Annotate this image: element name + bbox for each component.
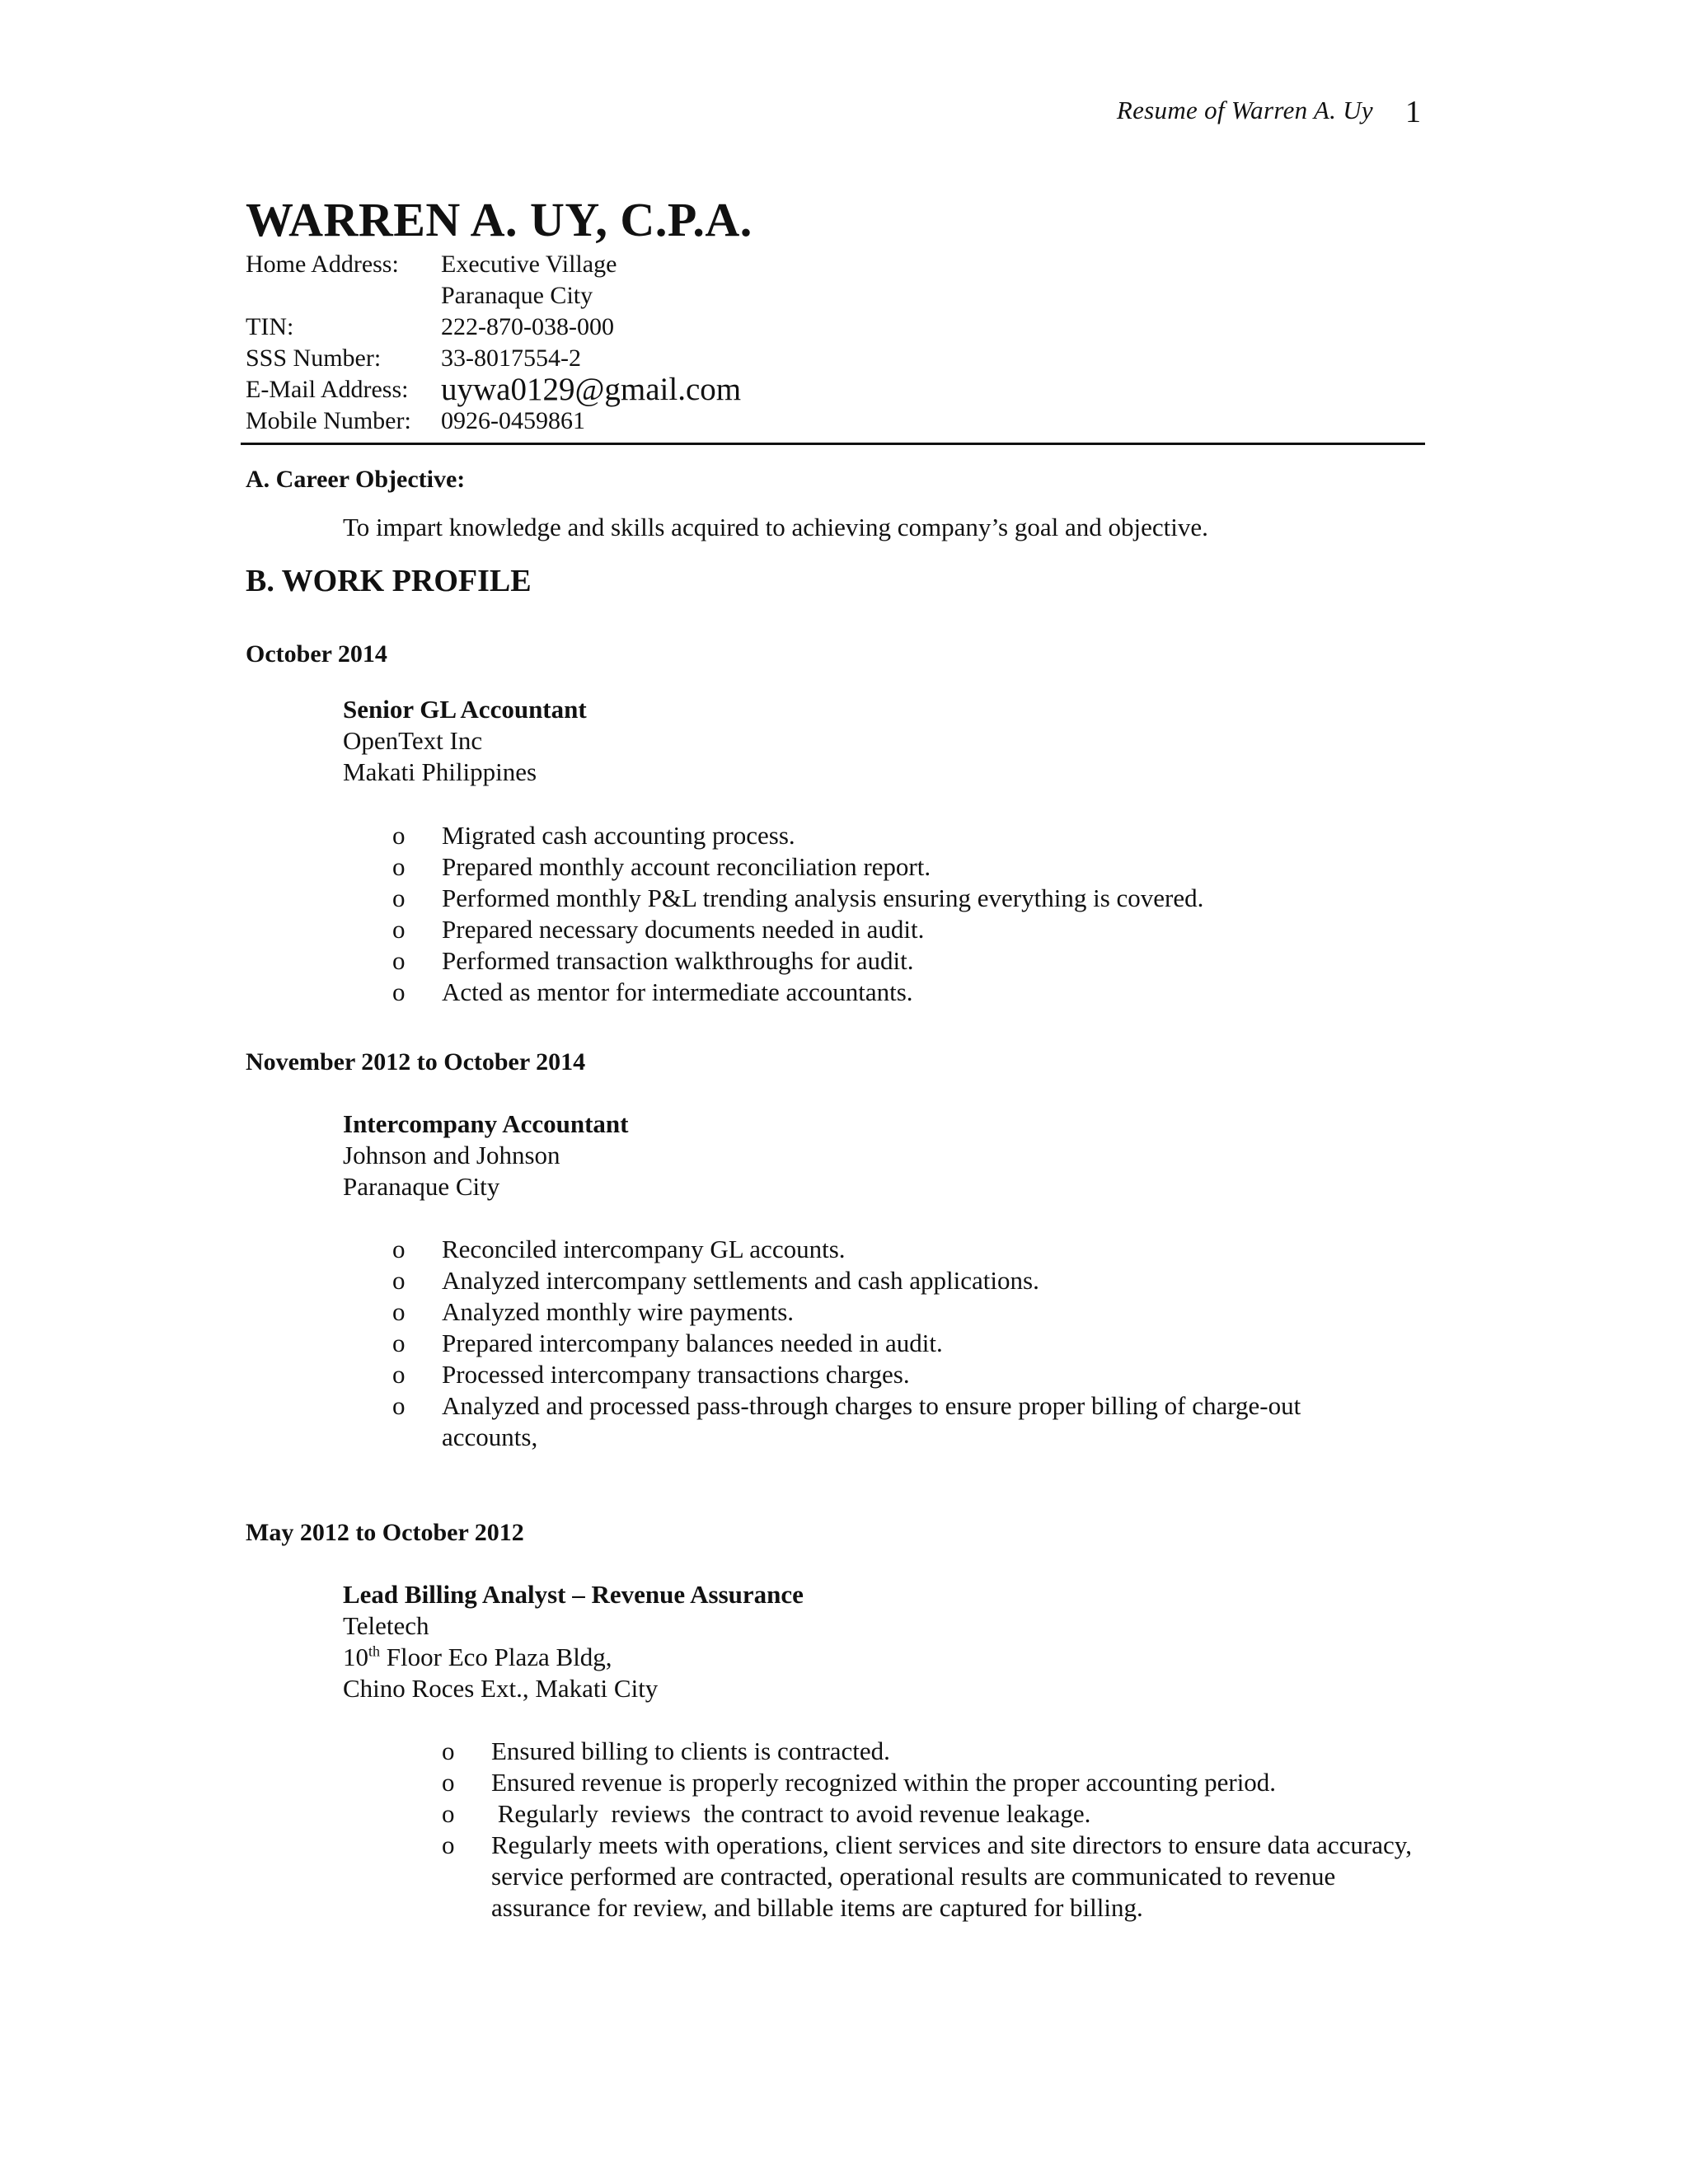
job-title: Lead Billing Analyst – Revenue Assurance xyxy=(343,1580,804,1609)
bullet-marker: o xyxy=(392,946,406,975)
job-date: November 2012 to October 2014 xyxy=(246,1048,586,1076)
job-location: Paranaque City xyxy=(343,1172,500,1201)
contact-row xyxy=(246,249,741,280)
list-item-text: Processed intercompany transactions charges. xyxy=(442,1360,910,1389)
header-divider xyxy=(241,443,1425,445)
list-item xyxy=(442,1798,1431,1830)
bullet-marker: o xyxy=(392,915,406,944)
list-item-text: Ensured billing to clients is contracted. xyxy=(491,1736,890,1765)
job-location: Makati Philippines xyxy=(343,757,537,786)
email-value: uywa0129@gmail.com xyxy=(441,372,742,407)
bullet-marker: o xyxy=(392,1266,406,1295)
job-title: Senior GL Accountant xyxy=(343,695,587,724)
bullet-marker: o xyxy=(442,1768,455,1797)
bullet-marker: o xyxy=(442,1799,455,1828)
job-details xyxy=(343,694,587,788)
job-details xyxy=(343,1579,804,1704)
list-item xyxy=(392,1359,1398,1390)
job-company: OpenText Inc xyxy=(343,726,483,755)
job-duties-list xyxy=(392,820,1431,1008)
contact-value: 222-870-038-000 xyxy=(441,313,614,340)
contact-value: Paranaque City xyxy=(441,282,593,309)
list-item xyxy=(392,1265,1398,1296)
contact-value: 33-8017554-2 xyxy=(441,344,581,372)
list-item xyxy=(392,1234,1398,1265)
list-item-text: Performed transaction walkthroughs for audit. xyxy=(442,946,914,975)
list-item-text: Acted as mentor for intermediate accountants. xyxy=(442,977,913,1006)
list-item-text: Prepared necessary documents needed in audit. xyxy=(442,915,925,944)
list-item xyxy=(392,1328,1398,1359)
list-item xyxy=(442,1830,1431,1924)
contact-row xyxy=(246,312,741,343)
list-item xyxy=(392,820,1431,851)
address-sup: th xyxy=(368,1643,381,1660)
bullet-marker: o xyxy=(392,1360,406,1389)
list-item-text: Analyzed monthly wire payments. xyxy=(442,1297,795,1326)
candidate-name: WARREN A. UY, C.P.A. xyxy=(246,193,753,246)
list-item-text: Performed monthly P&L trending analysis ensuring everything is covered. xyxy=(442,883,1204,912)
contact-value: 0926-0459861 xyxy=(441,407,585,434)
bullet-marker: o xyxy=(392,883,406,912)
contact-row xyxy=(246,280,741,312)
job-details xyxy=(343,1108,628,1202)
running-header-title: Resume of Warren A. Uy xyxy=(1116,96,1373,124)
career-objective-heading: A. Career Objective: xyxy=(246,466,466,493)
contact-label xyxy=(246,280,441,312)
address-floor: 10 xyxy=(343,1643,368,1671)
bullet-marker: o xyxy=(442,1736,455,1765)
job-date: October 2014 xyxy=(246,640,387,668)
bullet-marker: o xyxy=(392,977,406,1006)
job-address-line xyxy=(343,1642,804,1673)
list-item-text: Regularly meets with operations, client services and site directors to ensure data accuracy, service performed are contracted, operational results are communicated to revenue assurance for review, and billable items are captured for billing. xyxy=(491,1830,1413,1922)
list-item xyxy=(442,1767,1431,1798)
list-item xyxy=(392,883,1431,914)
list-item-text: Regularly reviews the contract to avoid revenue leakage. xyxy=(491,1799,1091,1828)
list-item xyxy=(392,977,1431,1008)
work-profile-heading: B. WORK PROFILE xyxy=(246,564,532,598)
list-item-text: Prepared monthly account reconciliation report. xyxy=(442,852,931,881)
contact-row xyxy=(246,374,741,405)
bullet-marker: o xyxy=(392,1297,406,1326)
list-item xyxy=(442,1736,1431,1767)
job-title: Intercompany Accountant xyxy=(343,1109,629,1138)
contact-label: E-Mail Address: xyxy=(246,376,409,403)
job-duties-list xyxy=(392,1234,1398,1453)
job-duties-list xyxy=(442,1736,1431,1924)
bullet-marker: o xyxy=(392,821,406,850)
contact-label: Mobile Number: xyxy=(246,407,411,434)
list-item-text: Prepared intercompany balances needed in audit. xyxy=(442,1329,943,1357)
career-objective-text: To impart knowledge and skills acquired to achieving company’s goal and objective. xyxy=(343,513,1208,541)
contact-label: Home Address: xyxy=(246,251,399,278)
list-item-text: Reconciled intercompany GL accounts. xyxy=(442,1235,846,1263)
bullet-marker: o xyxy=(392,1235,406,1263)
job-company: Teletech xyxy=(343,1611,429,1640)
bullet-marker: o xyxy=(442,1830,455,1859)
list-item-text: Ensured revenue is properly recognized within the proper accounting period. xyxy=(491,1768,1277,1797)
bullet-marker: o xyxy=(392,1329,406,1357)
page-number: 1 xyxy=(1405,95,1421,129)
job-company: Johnson and Johnson xyxy=(343,1141,560,1169)
contact-label: TIN: xyxy=(246,313,294,340)
list-item xyxy=(392,1296,1398,1328)
list-item xyxy=(392,1390,1398,1453)
job-location: Chino Roces Ext., Makati City xyxy=(343,1674,659,1703)
contact-value: Executive Village xyxy=(441,251,617,278)
list-item-text: Migrated cash accounting process. xyxy=(442,821,795,850)
contact-label: SSS Number: xyxy=(246,344,382,372)
list-item xyxy=(392,945,1431,977)
list-item-text: Analyzed and processed pass-through charges to ensure proper billing of charge-out accounts, xyxy=(442,1391,1301,1451)
list-item-text: Analyzed intercompany settlements and cash applications. xyxy=(442,1266,1039,1295)
bullet-marker: o xyxy=(392,852,406,881)
contact-row xyxy=(246,343,741,374)
contact-row xyxy=(246,405,741,437)
bullet-marker: o xyxy=(392,1391,406,1420)
contact-info xyxy=(246,249,741,437)
job-date: May 2012 to October 2012 xyxy=(246,1519,524,1546)
list-item xyxy=(392,914,1431,945)
address-rest: Floor Eco Plaza Bldg, xyxy=(380,1643,612,1671)
list-item xyxy=(392,851,1431,883)
